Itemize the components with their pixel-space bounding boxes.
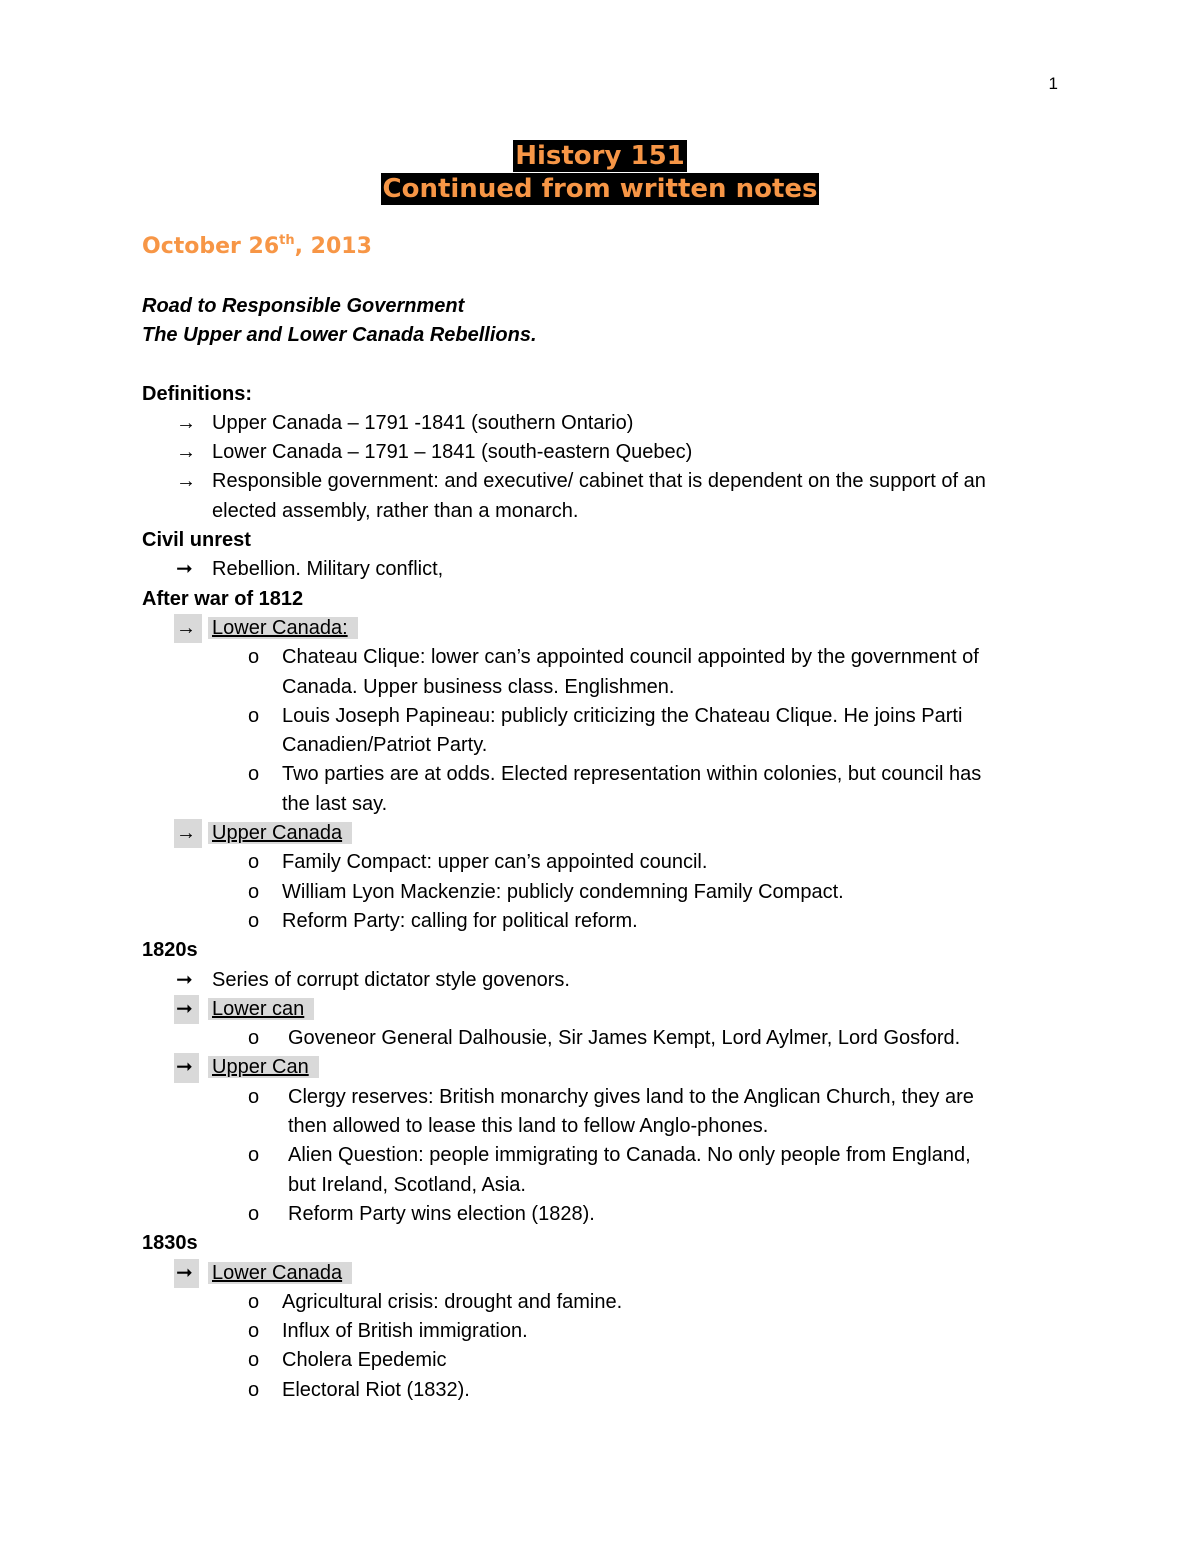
date-heading: October 26th, 2013 [142,233,372,259]
bullet-icon: o [248,1290,260,1313]
list-item-continuation: the last say. [282,792,388,815]
bullet-icon: o [248,1320,260,1343]
bullet-icon: o [248,1027,260,1050]
page-number: 1 [1048,74,1058,93]
arrow-icon: ➞ [174,1259,199,1288]
title-line-1: History 151 [515,141,685,171]
bullet-icon: o [248,880,260,903]
list-item: o Reform Party wins election (1828). [142,1200,1062,1229]
subsection-label: ➞ Upper Can [142,1053,1062,1082]
list-item-continuation: Canadien/Patriot Party. [282,734,488,757]
arrow-icon: ➞ [174,995,199,1024]
title-line-2: Continued from written notes [382,174,818,204]
arrow-icon: ➞ [174,1053,199,1082]
bullet-icon: o [248,909,260,932]
arrow-icon: → [176,441,196,464]
list-item: ➞ Series of corrupt dictator style govenors. [142,966,1062,995]
list-item: o Reform Party: calling for political reform. [142,907,1062,936]
section-heading-civil-unrest: Civil unrest [142,529,251,552]
section-heading-1820s: 1820s [142,939,198,962]
arrow-icon: → [174,614,202,643]
list-item-continuation: elected assembly, rather than a monarch. [212,499,579,522]
bullet-icon: o [248,704,260,727]
subsection-label: → Lower Canada: [142,614,1062,643]
list-item: → Lower Canada – 1791 – 1841 (south-eastern Quebec) [142,438,1062,467]
list-item-continuation: Canada. Upper business class. Englishmen. [282,675,675,698]
bullet-icon: o [248,1202,260,1225]
arrow-icon: → [176,470,196,493]
list-item: o Two parties are at odds. Elected representation within colonies, but council has [142,760,1062,789]
bullet-icon: o [248,851,260,874]
section-heading-1830s: 1830s [142,1232,198,1255]
arrow-icon: → [174,819,202,848]
bullet-icon: o [248,646,260,669]
subsection-label: → Upper Canada [142,819,1062,848]
list-item: o Cholera Epedemic [142,1346,1062,1375]
bullet-icon: o [248,1378,260,1401]
subsection-label: ➞ Lower can [142,995,1062,1024]
section-heading-definitions: Definitions: [142,382,252,405]
list-item: o Chateau Clique: lower can’s appointed council appointed by the government of [142,643,1062,672]
list-item-continuation: but Ireland, Scotland, Asia. [288,1173,526,1196]
bullet-icon: o [248,1144,260,1167]
bullet-icon: o [248,763,260,786]
list-item: o Goveneor General Dalhousie, Sir James Kempt, Lord Aylmer, Lord Gosford. [142,1024,1062,1053]
arrow-icon: ➞ [176,558,193,581]
list-item: o William Lyon Mackenzie: publicly condemning Family Compact. [142,878,1062,907]
bullet-icon: o [248,1085,260,1108]
list-item: o Alien Question: people immigrating to Canada. No only people from England, [142,1141,1062,1170]
subsection-label: ➞ Lower Canada [142,1259,1062,1288]
list-item-continuation: then allowed to lease this land to fellow Anglo-phones. [288,1115,769,1138]
arrow-icon: ➞ [176,968,193,991]
bullet-icon: o [248,1349,260,1372]
subtitle: Road to Responsible Government [142,295,465,317]
list-item: o Electoral Riot (1832). [142,1376,1062,1405]
section-heading-after-war: After war of 1812 [142,587,304,610]
list-item: o Agricultural crisis: drought and famine. [142,1288,1062,1317]
list-item: o Influx of British immigration. [142,1317,1062,1346]
list-item: → Responsible government: and executive/ cabinet that is dependent on the support of an [142,467,1062,496]
list-item: o Family Compact: upper can’s appointed council. [142,848,1062,877]
notes-body [142,292,1062,1405]
subtitle: The Upper and Lower Canada Rebellions. [142,324,537,347]
list-item: o Louis Joseph Papineau: publicly criticizing the Chateau Clique. He joins Parti [142,702,1062,731]
document-title [0,140,1200,206]
list-item: o Clergy reserves: British monarchy gives land to the Anglican Church, they are [142,1083,1062,1112]
list-item: ➞ Rebellion. Military conflict, [142,555,1062,584]
list-item: → Upper Canada – 1791 -1841 (southern Ontario) [142,409,1062,438]
arrow-icon: → [176,411,196,434]
